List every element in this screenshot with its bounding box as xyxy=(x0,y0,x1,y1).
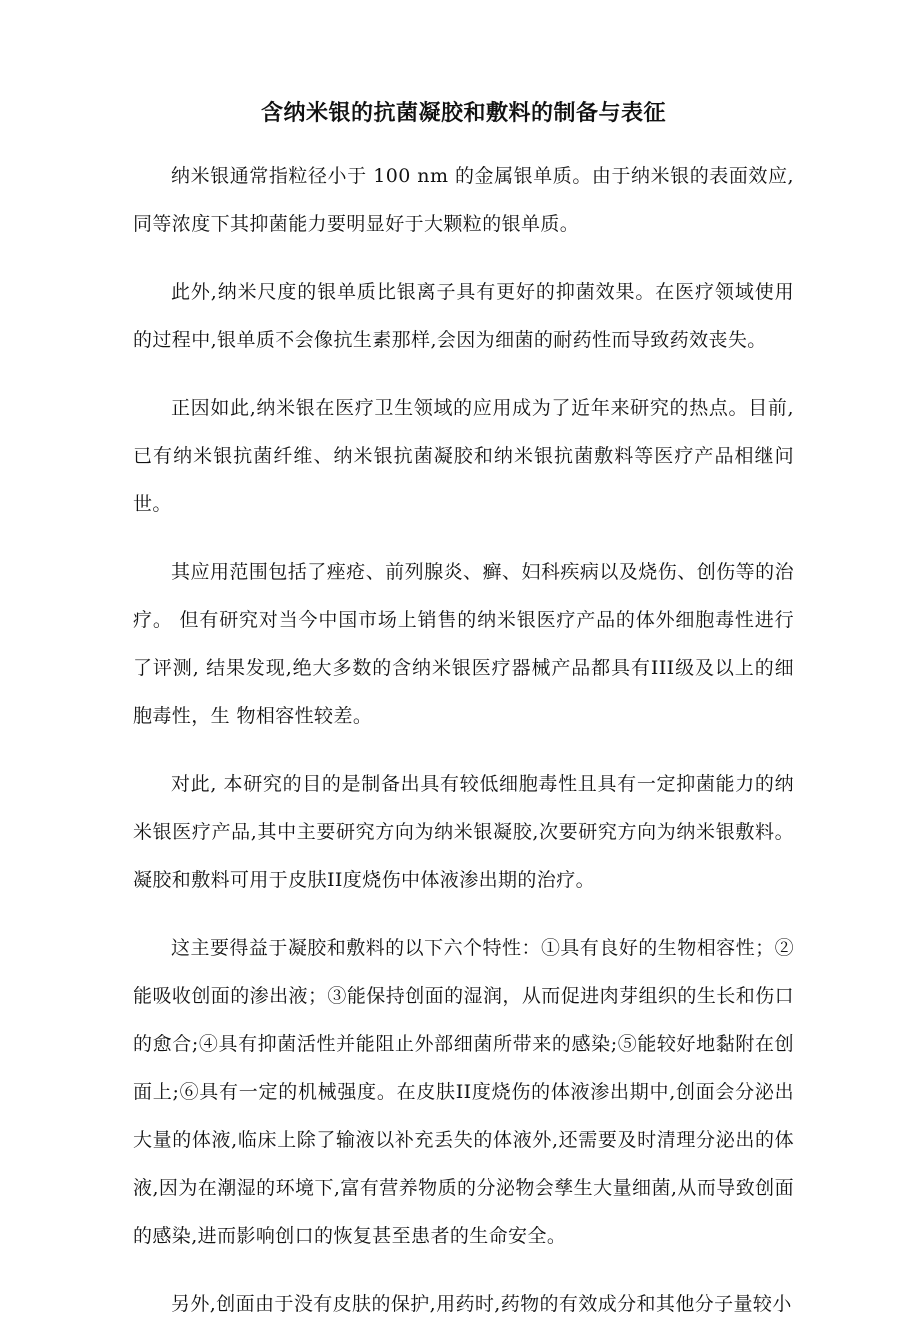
paragraph-six-properties: 这主要得益于凝胶和敷料的以下六个特性：①具有良好的生物相容性；②能吸收创面的渗出液；③能保持创面的湿润，从而促进肉芽组织的生长和伤口的愈合;④具有抑菌活性并能阻止外部细菌所带来的感染;⑤能较好地黏附在创面上;⑥具有一定的机械强度。在皮肤II度烧伤的体液渗出期中,创面会分泌出大量的体液,临床上除了输液以补充丢失的体液外,还需要及时清理分泌出的体液,因为在潮湿的环境下,富有营养物质的分泌物会孳生大量细菌,从而导致创面的感染,进而影响创口的恢复甚至患者的生命安全。 xyxy=(133,937,794,1247)
document-title: 含纳米银的抗菌凝胶和敷料的制备与表征 xyxy=(260,101,666,126)
paragraph-research-hotspot: 正因如此,纳米银在医疗卫生领域的应用成为了近年来研究的热点。目前, 已有纳米银抗菌纤维、纳米银抗菌凝胶和纳米银抗菌敷料等医疗产品相继问世。 xyxy=(133,397,794,515)
paragraph-application-toxicity: 其应用范围包括了痤疮、前列腺炎、癣、妇科疾病以及烧伤、创伤等的治疗。 但有研究对当今中国市场上销售的纳米银医疗产品的体外细胞毒性进行了评测, 结果发现,绝大多数的含纳米银医疗器械产品都具有III级及以上的细胞毒性，生 物相容性较差。 xyxy=(133,561,794,727)
paragraph-wound-protection: 另外,创面由于没有皮肤的保护,用药时,药物的有效成分和其他分子量较小 xyxy=(171,1293,792,1315)
paragraph-research-goal: 对此, 本研究的目的是制备出具有较低细胞毒性且具有一定抑菌能力的纳米银医疗产品,其中主要研究方向为纳米银凝胶,次要研究方向为纳米银敷料。凝胶和敷料可用于皮肤II度烧伤中体液渗出期的治疗。 xyxy=(133,773,794,891)
paragraph-antibacterial-effect: 此外,纳米尺度的银单质比银离子具有更好的抑菌效果。在医疗领域使用的过程中,银单质不会像抗生素那样,会因为细菌的耐药性而导致药效丧失。 xyxy=(133,281,794,351)
paragraph-nanosilver-definition: 纳米银通常指粒径小于 100 nm 的金属银单质。由于纳米银的表面效应,同等浓度下其抑菌能力要明显好于大颗粒的银单质。 xyxy=(133,165,794,235)
